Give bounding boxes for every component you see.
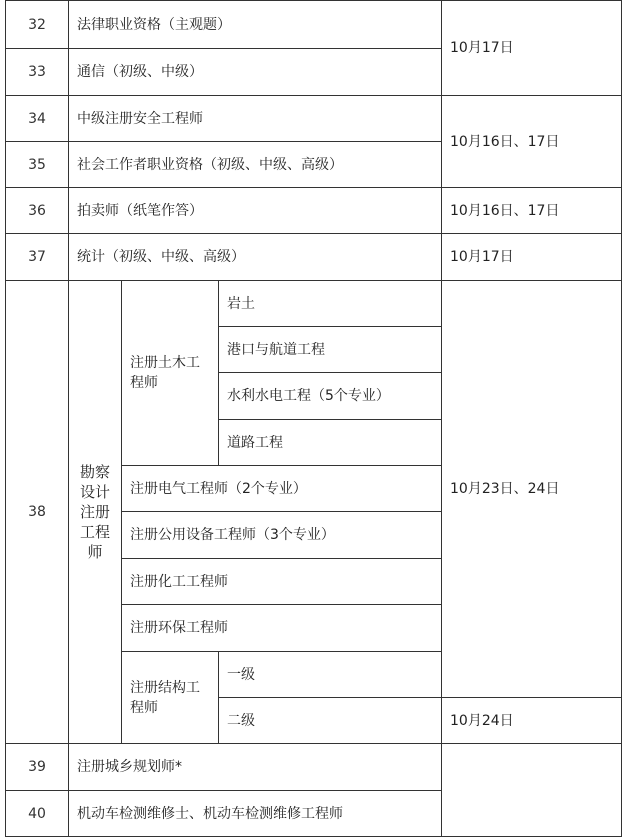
exam-subitem: 港口与航道工程 (219, 327, 442, 373)
exam-subgroup: 注册化工工程师 (122, 559, 442, 605)
exam-name: 法律职业资格（主观题） (69, 1, 442, 49)
row-number: 32 (6, 1, 69, 49)
exam-date: 10月16日、17日 (442, 188, 622, 234)
row-number: 33 (6, 49, 69, 96)
row-number: 35 (6, 142, 69, 188)
exam-name: 社会工作者职业资格（初级、中级、高级） (69, 142, 442, 188)
exam-name: 中级注册安全工程师 (69, 96, 442, 142)
exam-name: 统计（初级、中级、高级） (69, 234, 442, 281)
exam-name: 机动车检测维修士、机动车检测维修工程师 (69, 791, 442, 837)
table-row (6, 96, 622, 142)
row-number: 36 (6, 188, 69, 234)
row-number: 38 (6, 281, 69, 744)
table-row (6, 1, 622, 49)
exam-subgroup-structural: 注册结构工程师 (122, 652, 219, 744)
table-row (6, 281, 622, 327)
table-row (6, 234, 622, 281)
exam-subgroup-civil: 注册土木工程师 (122, 281, 219, 466)
row-number: 34 (6, 96, 69, 142)
exam-date-empty (442, 744, 622, 837)
exam-subgroup: 注册环保工程师 (122, 605, 442, 652)
exam-date: 10月17日 (442, 1, 622, 96)
row-number: 39 (6, 744, 69, 791)
table-row (6, 188, 622, 234)
exam-date: 10月23日、24日 (442, 281, 622, 698)
exam-subgroup: 注册公用设备工程师（3个专业） (122, 512, 442, 559)
table-row (6, 744, 622, 791)
exam-subitem: 道路工程 (219, 420, 442, 466)
exam-name: 注册城乡规划师* (69, 744, 442, 791)
row-number: 40 (6, 791, 69, 837)
exam-date: 10月24日 (442, 698, 622, 744)
exam-name: 拍卖师（纸笔作答） (69, 188, 442, 234)
exam-date: 10月16日、17日 (442, 96, 622, 188)
exam-subitem: 二级 (219, 698, 442, 744)
exam-schedule-table (5, 0, 622, 837)
exam-subgroup: 注册电气工程师（2个专业） (122, 466, 442, 512)
exam-group-name: 勘察设计注册工程师 (69, 281, 122, 744)
row-number: 37 (6, 234, 69, 281)
exam-date: 10月17日 (442, 234, 622, 281)
exam-subitem: 一级 (219, 652, 442, 698)
exam-subitem: 岩土 (219, 281, 442, 327)
exam-subitem: 水利水电工程（5个专业） (219, 373, 442, 420)
exam-name: 通信（初级、中级） (69, 49, 442, 96)
